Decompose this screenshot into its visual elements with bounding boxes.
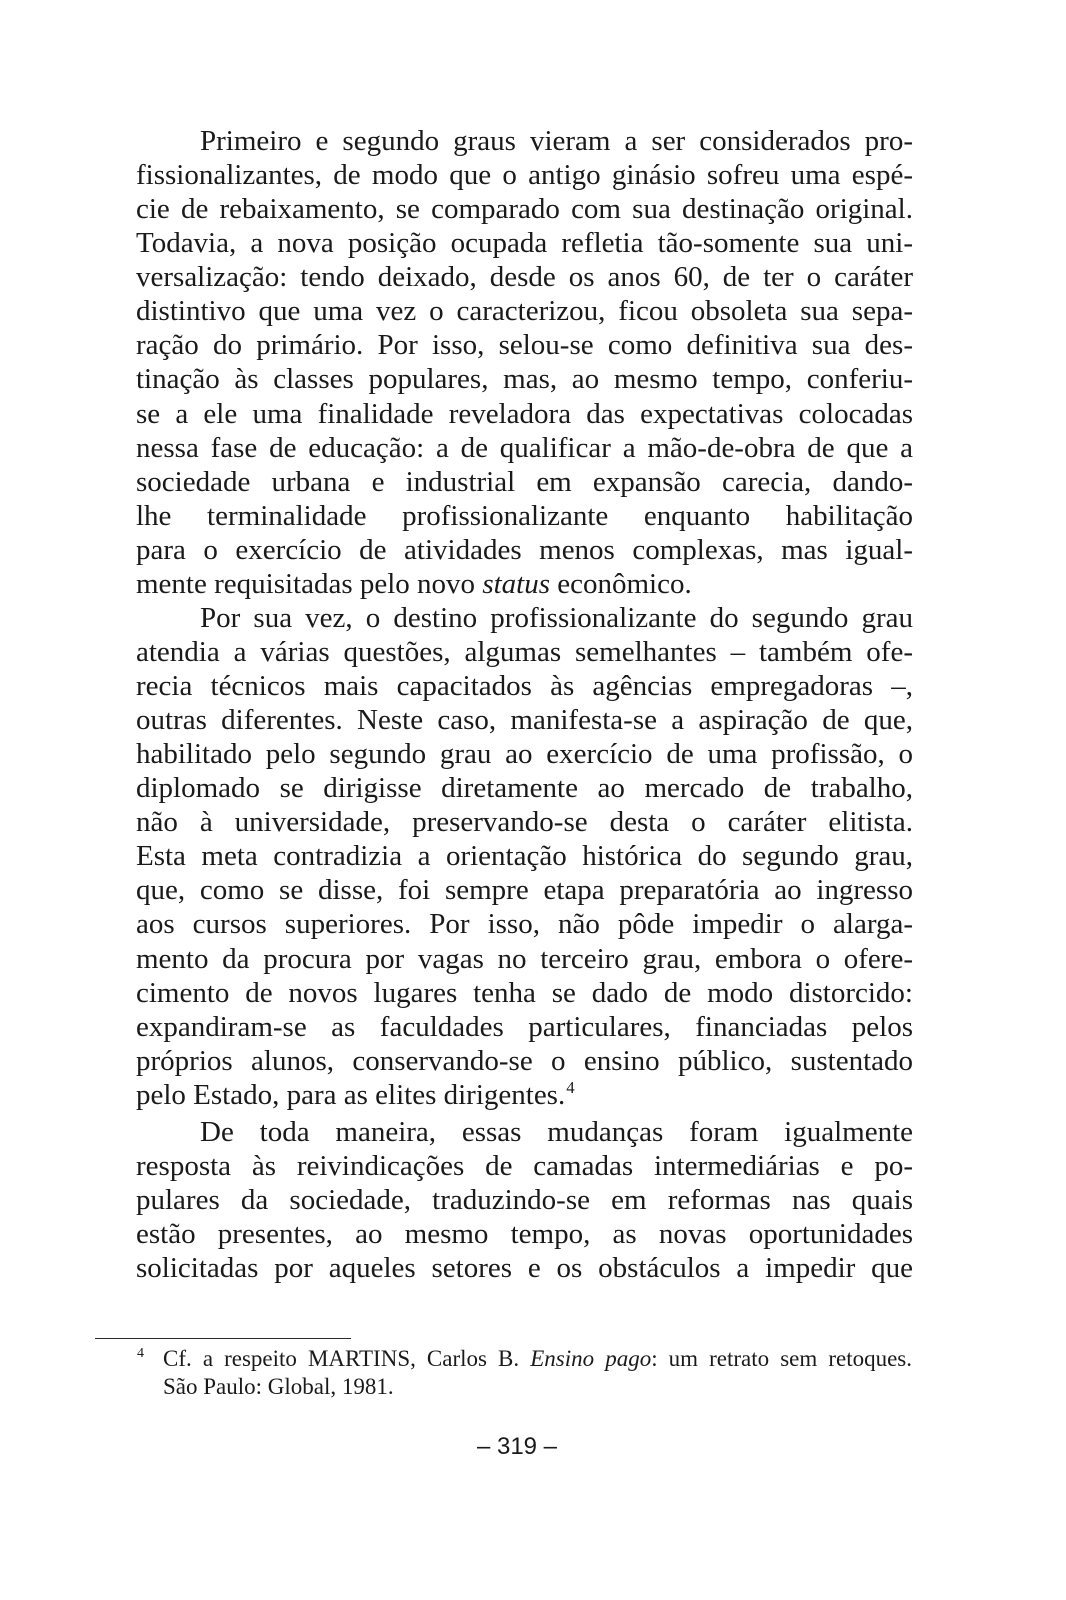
text-line: fissionalizantes, de modo que o antigo ginásio sofreu uma espé- bbox=[136, 159, 913, 192]
text-segment: : um retrato sem retoques. bbox=[651, 1346, 913, 1371]
page-number: – 319 – bbox=[476, 1433, 558, 1460]
text-line: próprios alunos, conservando-se o ensino público, sustentado bbox=[136, 1044, 913, 1077]
text-line: que, como se disse, foi sempre etapa preparatória ao ingresso bbox=[136, 874, 913, 907]
footnote-rule bbox=[95, 1338, 351, 1339]
text-segment: Cf. a respeito MARTINS, Carlos B. bbox=[163, 1346, 531, 1371]
italic-title: Ensino pago bbox=[530, 1346, 652, 1371]
text-segment: pelo Estado, para as elites dirigentes. bbox=[136, 1078, 566, 1111]
text-line: resposta às reivindicações de camadas intermediárias e po- bbox=[136, 1149, 913, 1182]
text-line: sociedade urbana e industrial em expansão carecia, dando- bbox=[136, 465, 913, 498]
text-line: solicitadas por aqueles setores e os obstáculos a impedir que bbox=[136, 1252, 913, 1285]
text-segment: mente requisitadas pelo novo bbox=[136, 567, 483, 600]
text-line: mento da procura por vagas no terceiro grau, embora o ofere- bbox=[136, 942, 913, 975]
text-line: recia técnicos mais capacitados às agências empregadoras –, bbox=[136, 670, 913, 702]
text-line: De toda maneira, essas mudanças foram igualmente bbox=[200, 1115, 913, 1148]
italic-term: status bbox=[482, 567, 550, 600]
body-text bbox=[136, 124, 913, 1285]
text-line: se a ele uma finalidade reveladora das expectativas colocadas bbox=[136, 397, 913, 430]
footnote-reference: 4 bbox=[566, 1078, 575, 1098]
footnote bbox=[163, 1345, 912, 1401]
text-line: ração do primário. Por isso, selou-se como definitiva sua des- bbox=[136, 329, 913, 362]
text-line: Primeiro e segundo graus vieram a ser considerados pro- bbox=[200, 125, 913, 157]
text-line: Por sua vez, o destino profissionalizante do segundo grau bbox=[200, 601, 913, 634]
text-line: estão presentes, ao mesmo tempo, as novas oportunidades bbox=[136, 1218, 913, 1250]
text-line bbox=[136, 567, 913, 601]
text-line bbox=[136, 1078, 913, 1112]
text-line: pulares da sociedade, traduzindo-se em reformas nas quais bbox=[136, 1183, 913, 1216]
text-line: cimento de novos lugares tenha se dado de modo distorcido: bbox=[136, 976, 913, 1009]
footnote-line bbox=[163, 1345, 912, 1373]
text-line: Todavia, a nova posição ocupada refletia tão-somente sua uni- bbox=[136, 227, 913, 260]
text-line: cie de rebaixamento, se comparado com sua destinação original. bbox=[136, 193, 913, 226]
text-line: para o exercício de atividades menos complexas, mas igual- bbox=[136, 533, 913, 566]
text-line: nessa fase de educação: a de qualificar a mão-de-obra de que a bbox=[136, 431, 913, 464]
paragraph bbox=[136, 124, 913, 601]
footnote-marker: 4 bbox=[137, 1346, 144, 1361]
text-segment: econômico. bbox=[550, 567, 692, 600]
text-line: tinação às classes populares, mas, ao mesmo tempo, conferiu- bbox=[136, 363, 913, 396]
text-line: versalização: tendo deixado, desde os anos 60, de ter o caráter bbox=[136, 261, 913, 294]
text-line: atendia a várias questões, algumas semelhantes – também ofe- bbox=[136, 635, 913, 668]
text-line: distintivo que uma vez o caracterizou, ficou obsoleta sua sepa- bbox=[136, 295, 913, 328]
paragraph bbox=[136, 1115, 913, 1285]
text-line: outras diferentes. Neste caso, manifesta-se a aspiração de que, bbox=[136, 704, 913, 737]
text-line: lhe terminalidade profissionalizante enquanto habilitação bbox=[136, 499, 913, 532]
footnote-line: São Paulo: Global, 1981. bbox=[163, 1374, 394, 1399]
text-line: Esta meta contradizia a orientação histórica do segundo grau, bbox=[136, 840, 913, 873]
paragraph bbox=[136, 601, 913, 1112]
text-line: habilitado pelo segundo grau ao exercício de uma profissão, o bbox=[136, 738, 913, 771]
text-line: aos cursos superiores. Por isso, não pôde impedir o alarga- bbox=[136, 908, 913, 941]
text-line: não à universidade, preservando-se desta o caráter elitista. bbox=[136, 806, 913, 839]
text-line: diplomado se dirigisse diretamente ao mercado de trabalho, bbox=[136, 772, 913, 805]
text-line: expandiram-se as faculdades particulares, financiadas pelos bbox=[136, 1010, 913, 1043]
